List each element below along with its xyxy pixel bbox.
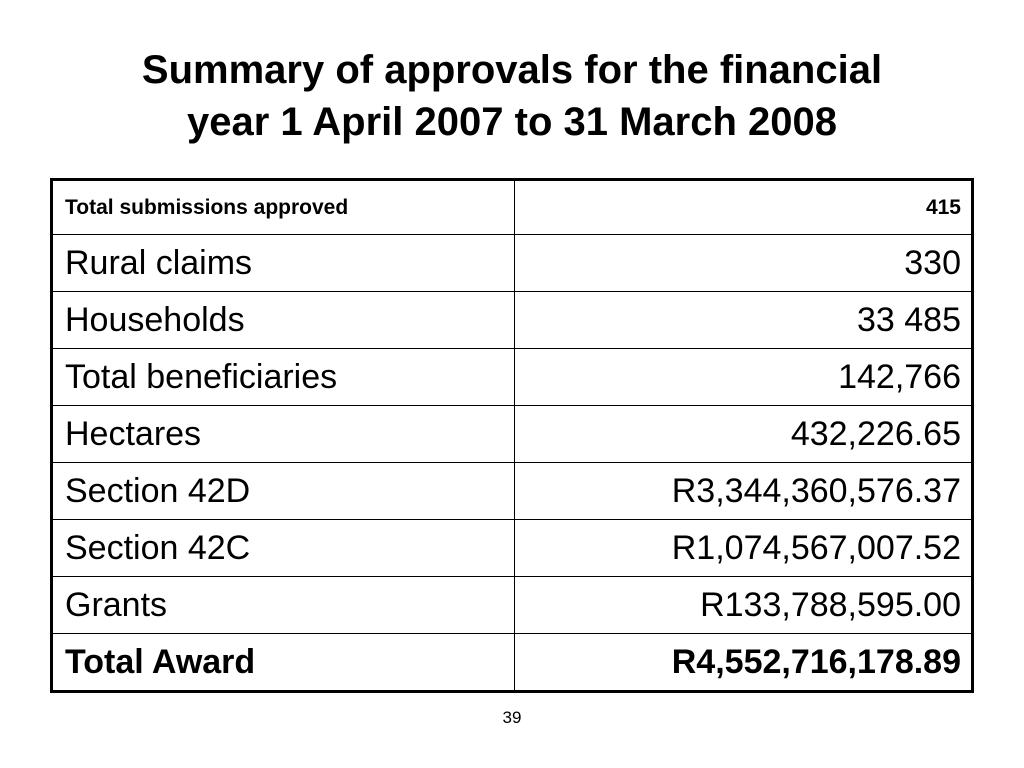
row-value: R1,074,567,007.52 <box>515 520 973 577</box>
row-label: Hectares <box>52 406 515 463</box>
table-row-rural-claims <box>52 235 973 292</box>
row-label: Grants <box>52 577 515 634</box>
approvals-summary-table <box>50 178 974 693</box>
row-label: Total Award <box>52 634 515 692</box>
row-value: R3,344,360,576.37 <box>515 463 973 520</box>
row-value: 33 485 <box>515 292 973 349</box>
slide-title-line-2: year 1 April 2007 to 31 March 2008 <box>187 100 837 144</box>
table-row-grants <box>52 577 973 634</box>
row-label: Total submissions approved <box>52 180 515 235</box>
page-number: 39 <box>502 708 522 727</box>
table-row-total-submissions <box>52 180 973 235</box>
table-row-section-42c <box>52 520 973 577</box>
slide-title-line-1: Summary of approvals for the financial <box>141 48 883 92</box>
table-row-hectares <box>52 406 973 463</box>
table-row-total-award <box>52 634 973 692</box>
row-label: Households <box>52 292 515 349</box>
row-value: 142,766 <box>515 349 973 406</box>
row-value: R133,788,595.00 <box>515 577 973 634</box>
slide-title <box>60 44 964 148</box>
row-label: Total beneficiaries <box>52 349 515 406</box>
row-value: 432,226.65 <box>515 406 973 463</box>
row-value: 330 <box>515 235 973 292</box>
row-label: Rural claims <box>52 235 515 292</box>
row-label: Section 42D <box>52 463 515 520</box>
row-value: R4,552,716,178.89 <box>515 634 973 692</box>
table-row-total-beneficiaries <box>52 349 973 406</box>
table-row-households <box>52 292 973 349</box>
row-label: Section 42C <box>52 520 515 577</box>
table-row-section-42d <box>52 463 973 520</box>
row-value: 415 <box>515 180 973 235</box>
